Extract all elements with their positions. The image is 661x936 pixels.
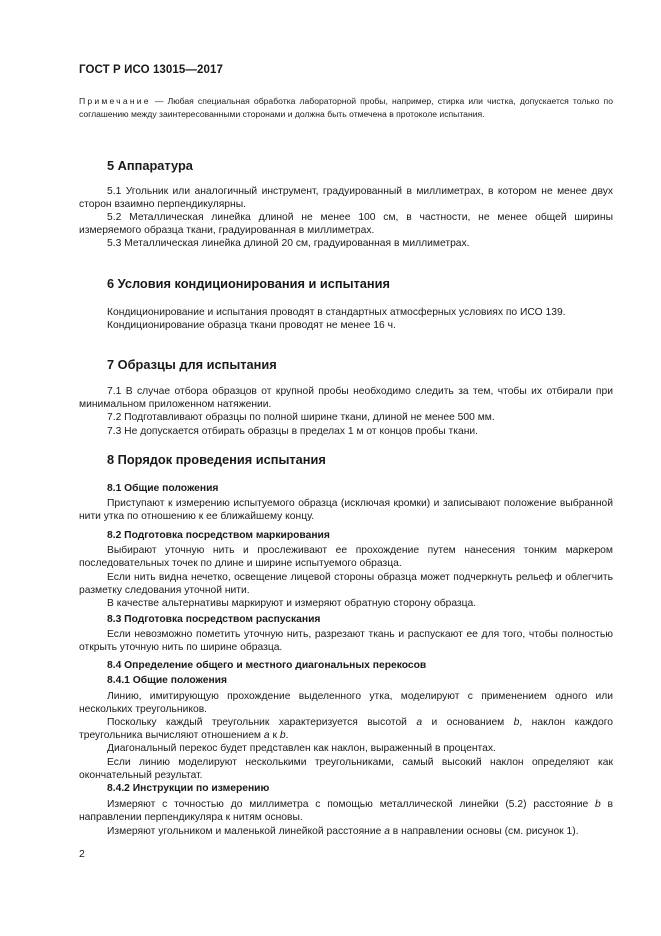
- text-run: в направлении перпендикуляра к нитям основы.: [79, 799, 613, 823]
- paragraph-6-2: Кондиционирование образца ткани проводят не менее 16 ч.: [107, 320, 396, 331]
- variable-a: a: [384, 826, 390, 837]
- variable-a: a: [263, 730, 270, 741]
- text-run: к: [269, 730, 280, 741]
- section-5-title: 5 Аппаратура: [107, 158, 193, 173]
- variable-b: b: [279, 730, 286, 741]
- page-number: 2: [79, 848, 85, 860]
- section-8-title: 8 Порядок проведения испытания: [107, 452, 326, 467]
- subsection-8-4-1-title: 8.4.1 Общие положения: [107, 675, 227, 686]
- standard-header: ГОСТ Р ИСО 13015—2017: [79, 64, 224, 76]
- text-run: Измеряют угольником и маленькой линейкой расстояние: [107, 826, 385, 837]
- paragraph-8-2-b: Если нить видна нечетко, освещение лицевой стороны образца может подчеркнуть рельеф и облегчить разметку следования уточной нити.: [79, 572, 613, 596]
- paragraph-5-2: 5.2 Металлическая линейка длиной не менее 100 см, в частности, не менее общей ширины измеряемого образца ткани, градуированная в миллиметрах.: [79, 212, 613, 236]
- paragraph-8-4-1-a: Линию, имитирующую прохождение выделенного утка, моделируют с применением одного или нескольких треугольников.: [79, 691, 613, 715]
- paragraph-8-4-1-d: Если линию моделируют несколькими треугольниками, самый высокий наклон определяют как окончательный результат.: [79, 757, 613, 781]
- paragraph-7-1: 7.1 В случае отбора образцов от крупной пробы необходимо следить за тем, чтобы их отбирали при минимальном приложенном натяжении.: [79, 386, 613, 410]
- text-run: , наклон каждого треугольника вычисляют отношением: [79, 717, 613, 741]
- text-run: Измеряют с точностью до миллиметра с помощью металлической линейки (5.2) расстояние: [107, 799, 595, 810]
- note-label: Примечание: [79, 96, 151, 106]
- subsection-8-3-title: 8.3 Подготовка посредством распускания: [107, 614, 321, 625]
- section-7-title: 7 Образцы для испытания: [107, 357, 277, 372]
- paragraph-8-1: Приступают к измерению испытуемого образца (исключая кромки) и записывают положение выбранной нити утка по отношению к ее ближайшему концу.: [79, 498, 613, 522]
- paragraph-8-4-1-b: [79, 716, 613, 742]
- paragraph-8-4-2-a: [79, 798, 613, 824]
- text-run: .: [285, 730, 289, 741]
- paragraph-8-2-c: В качестве альтернативы маркируют и измеряют обратную сторону образца.: [107, 598, 477, 609]
- paragraph-7-2: 7.2 Подготавливают образцы по полной ширине ткани, длиной не менее 500 мм.: [107, 412, 495, 423]
- text-run: Поскольку каждый треугольник характеризуется высотой: [107, 717, 417, 728]
- paragraph-5-1: 5.1 Угольник или аналогичный инструмент, градуированный в миллиметрах, в котором не менее двух сторон взаимно перпендикулярны.: [79, 186, 613, 210]
- note-text: — Любая специальная обработка лабораторной пробы, например, стирка или чистка, допускается только по соглашению между заинтересованными сторонами и должна быть отмечена в протоколе испытания.: [79, 96, 613, 119]
- variable-a: a: [416, 717, 423, 728]
- text-run: и основанием: [422, 717, 514, 728]
- paragraph-8-4-2-b: [79, 825, 613, 838]
- paragraph-8-2-a: Выбирают уточную нить и прослеживают ее прохождение путем нанесения тонким маркером последовательных точек по длине и ширине испытуемого образца.: [79, 545, 613, 569]
- section-6-title: 6 Условия кондиционирования и испытания: [107, 276, 390, 291]
- note-paragraph: [79, 95, 613, 120]
- subsection-8-2-title: 8.2 Подготовка посредством маркирования: [107, 530, 330, 541]
- variable-b: b: [513, 717, 520, 728]
- subsection-8-4-2-title: 8.4.2 Инструкции по измерению: [107, 783, 270, 794]
- paragraph-8-4-1-c: Диагональный перекос будет представлен как наклон, выраженный в процентах.: [107, 743, 496, 754]
- paragraph-8-3: Если невозможно пометить уточную нить, разрезают ткань и распускают ее для того, чтобы полностью открыть уточную нить по ширине образца.: [79, 629, 613, 653]
- variable-b: b: [594, 799, 601, 810]
- text-run: в направлении основы (см. рисунок 1).: [389, 826, 579, 837]
- paragraph-7-3: 7.3 Не допускается отбирать образцы в пределах 1 м от концов пробы ткани.: [107, 426, 479, 437]
- paragraph-5-3: 5.3 Металлическая линейка длиной 20 см, градуированная в миллиметрах.: [107, 238, 470, 249]
- paragraph-6-1: Кондиционирование и испытания проводят в стандартных атмосферных условиях по ИСО 139.: [107, 307, 566, 318]
- subsection-8-1-title: 8.1 Общие положения: [107, 483, 219, 494]
- subsection-8-4-title: 8.4 Определение общего и местного диагональных перекосов: [107, 660, 427, 671]
